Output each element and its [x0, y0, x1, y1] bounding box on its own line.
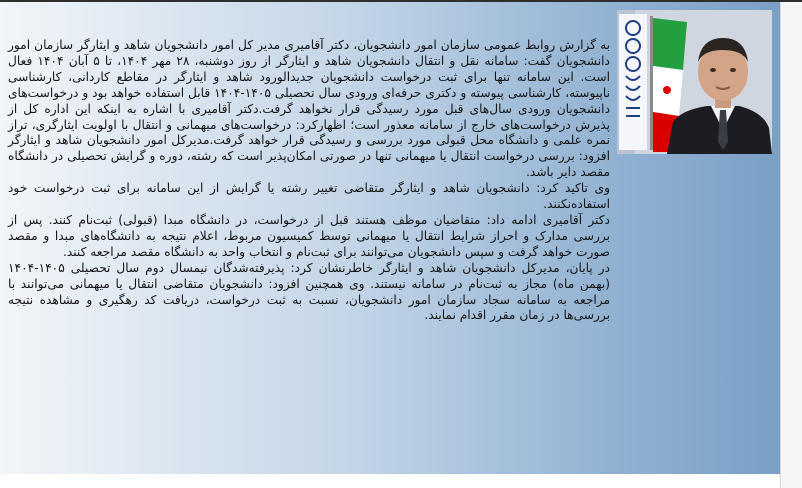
vertical-scrollbar[interactable]: [780, 2, 802, 488]
article-paragraph: به گزارش روابط عمومی سازمان امور دانشجویان، دکتر آقامیری مدیر کل امور دانشجویان شاهد و ایثارگر سازمان امور دانشجویان گفت: سامانه نقل و انتقال دانشجویان شاهد و ایثارگر از روز دوشنبه، ۲۸ مهر ۱۴۰۴، تا ۵ آبان ۱۴۰۴ فعال است. این سامانه تنها برای ثبت درخواست دانشجویان جدیدالورود شاهد و ایثارگر در مقاطع کاردانی، کارشناسی ناپیوسته، کارشناسی پیوسته و دکتری حرفه‌ای ورودی سال تحصیلی ۱۴۰۵-۱۴۰۴ قابل استفاده خواهد بود و درخواست‌های دانشجویان ورودی سال‌های قبل مورد رسیدگی قرار نخواهد گرفت.دکتر آقامیری با اشاره به اینکه این اداره کل از پذیرش درخواست‌های خارج از سامانه معذور است؛ اظهارکرد: درخواست‌های میهمانی و انتقال با اولویت ایثارگری، تراز نمره علمی و دانشگاه محل قبولی مورد بررسی و رسیدگی قرار خواهد گرفت.مدیرکل امور دانشجویان شاهد و ایثارگر افزود: بررسی درخواست انتقال یا میهمانی تنها در صورتی امکان‌پذیر است که رشته، دوره و گرایش تحصیلی در دانشگاه مقصد دایر باشد.: [8, 38, 610, 180]
official-photo: [617, 10, 772, 154]
article-paragraph: در پایان، مدیرکل دانشجویان شاهد و ایثارگر خاطرنشان کرد: پذیرفته‌شدگان نیمسال دوم سال تحصیلی ۱۴۰۵-۱۴۰۴ (بهمن ماه) مجاز به ثبت‌نام در سامانه نیستند. وی همچنین افزود: دانشجویان متقاضی انتقال یا میهمانی می‌توانند با مراجعه به سامانه سجاد سازمان امور دانشجویان، نسبت به ثبت درخواست، دریافت کد رهگیری و مشاهده نتیجه بررسی‌ها در زمان مقرر اقدام نمایند.: [8, 260, 610, 323]
university-emblem-icon: [619, 14, 647, 150]
article-paragraph: وی تاکید کرد: دانشجویان شاهد و ایثارگر متقاضی تغییر رشته یا گرایش از این سامانه برای ثبت درخواست خود استفاده‌نکنند.: [8, 181, 610, 212]
article-paragraph: دکتر آقامیری ادامه داد: متقاضیان موظف هستند قبل از درخواست، در دانشگاه مبدا (قبولی) ثبت‌نام کنند. پس از بررسی مدارک و احراز شرایط انتقال یا میهمانی توسط کمیسیون مربوط، اعلام نتیجه به دانشگاه‌های مبدا و مقصد صورت خواهد گرفت و سپس دانشجویان می‌توانند برای ثبت‌نام و انتخاب واحد به دانشگاه مقصد مراجعه کنند.: [8, 212, 610, 259]
news-article: [8, 38, 610, 324]
bottom-margin: [0, 474, 780, 488]
